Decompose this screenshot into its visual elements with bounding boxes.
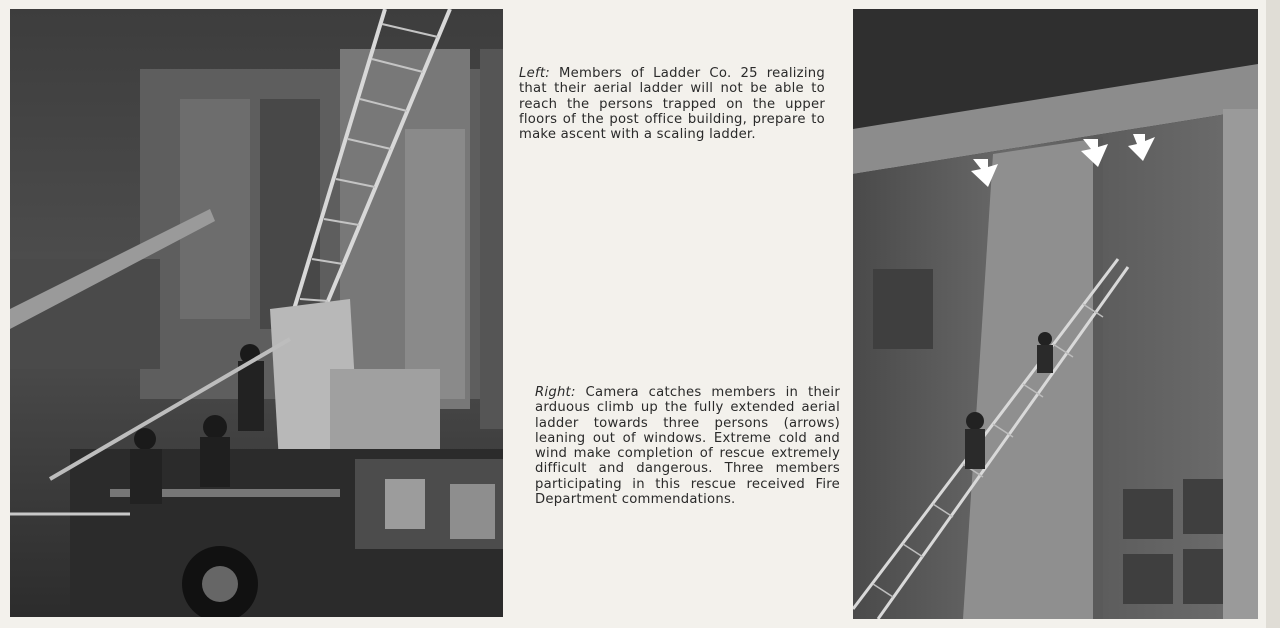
caption-left-text: Members of Ladder Co. 25 realizing that their aerial ladder will not be able to reach the persons trapped on the upper floors of the post office building, prepare to make ascent with a scaling ladder. (519, 66, 825, 143)
photo-left-fire-truck (10, 9, 503, 617)
caption-right-text: Camera catches members in their arduous climb up the fully extended aerial ladder towards three persons (arrows) leaning out of windows. Extreme cold and wind make completion of rescue extremely difficult and dangerous. Three members participating in this rescue received Fire Department commendations. (535, 385, 840, 508)
caption-left-lead: Left: (519, 66, 550, 81)
caption-left (519, 66, 825, 142)
caption-right (535, 385, 840, 507)
photo-right-ladder-climb (853, 9, 1258, 619)
caption-right-lead: Right: (535, 385, 576, 400)
page-edge (1266, 0, 1280, 628)
